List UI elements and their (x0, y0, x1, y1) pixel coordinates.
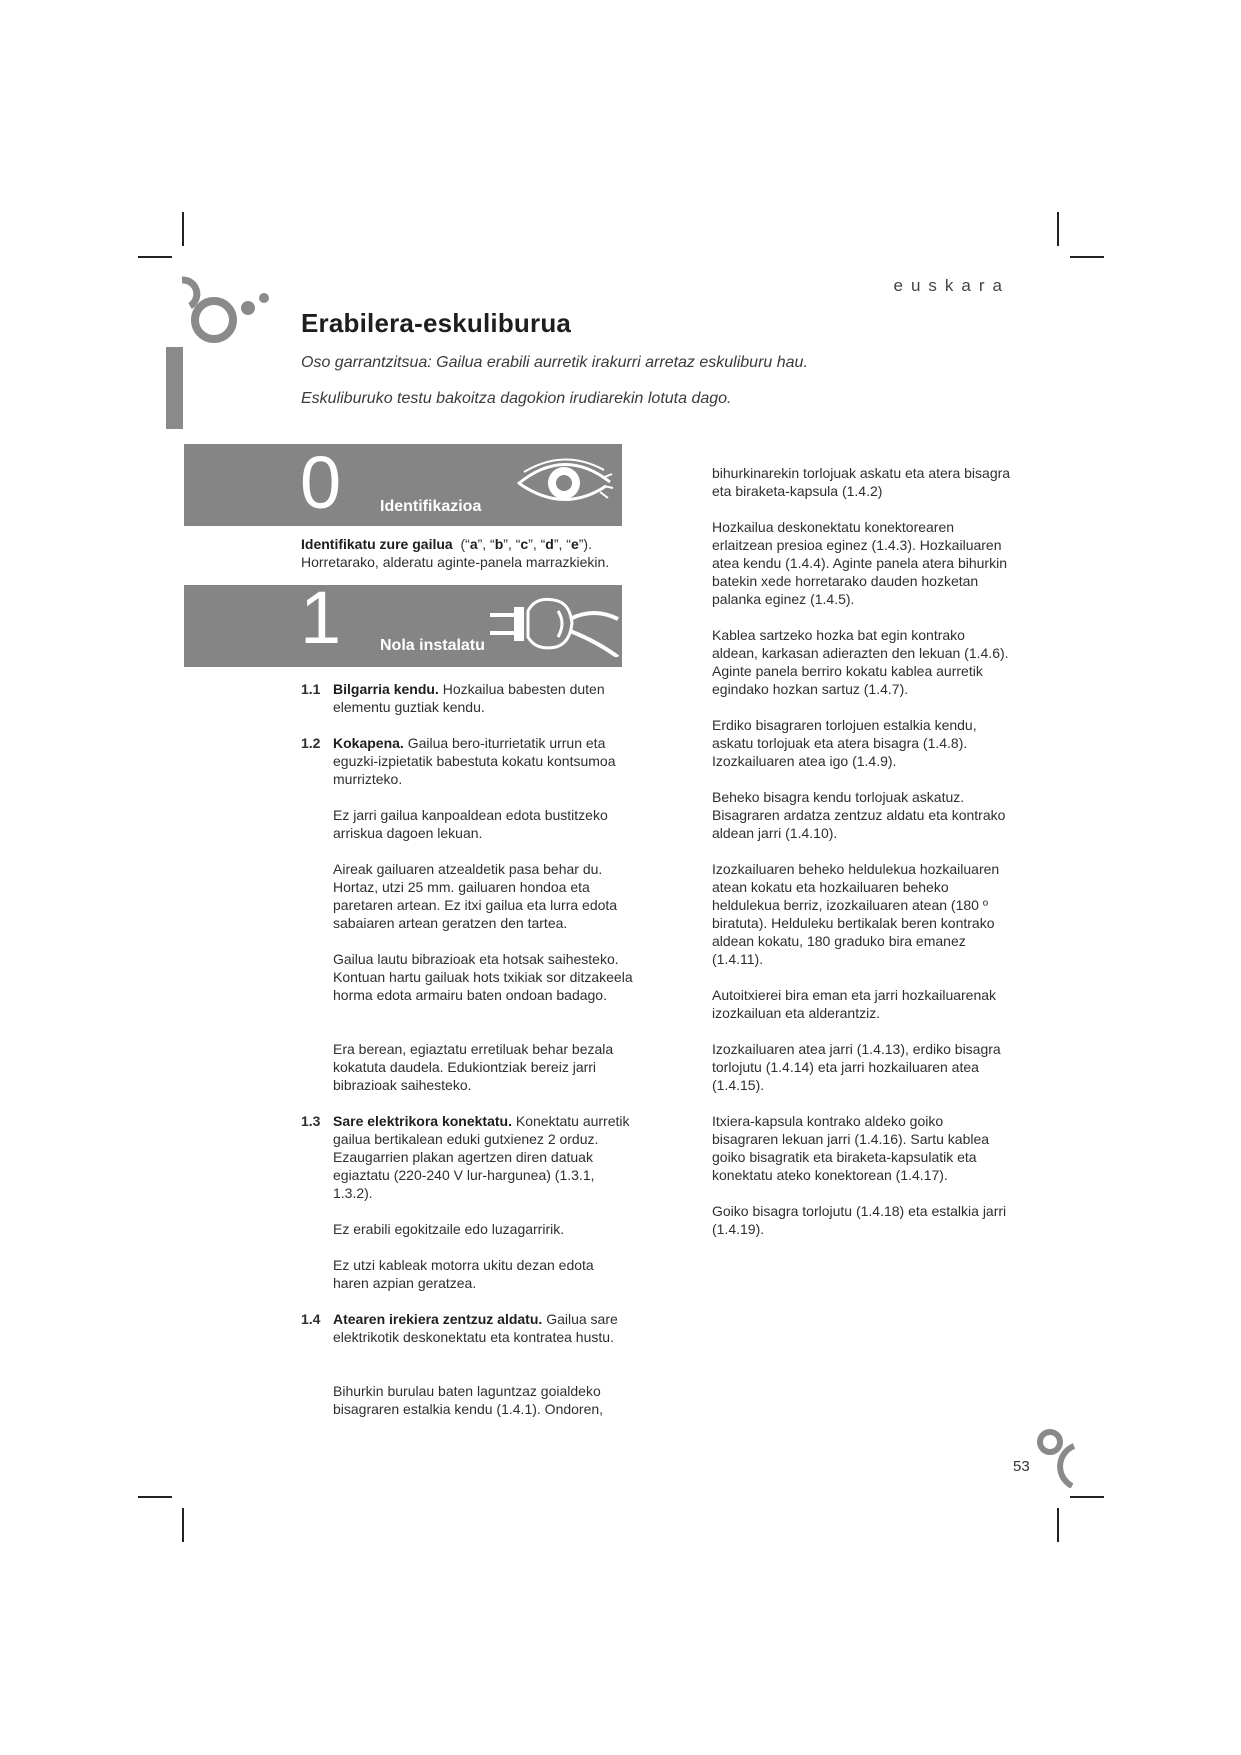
language-label: euskara (893, 276, 1010, 295)
footer-circles-icon (1036, 1422, 1082, 1488)
right-paragraph-8: Izozkailuaren atea jarri (1.4.13), erdiko bisagra torlojutu (1.4.14) eta jarri hozkailuaren atea (1.4.15). (712, 1041, 1001, 1093)
right-paragraph-1: bihurkinarekin torlojuak askatu eta atera bisagra eta biraketa-kapsula (1.4.2) (712, 465, 1011, 499)
item-number: 1.2 (301, 735, 321, 751)
page-title: Erabilera-eskuliburua (301, 308, 572, 338)
section-0-text (301, 535, 631, 571)
item-text: Ez jarri gailua kanpoaldean edota bustitzeko arriskua dagoen lekuan. (333, 807, 608, 841)
eye-icon (514, 452, 614, 512)
model-a: a (469, 536, 478, 552)
right-paragraph-3: Kablea sartzeko hozka bat egin kontrako aldean, karkasan adierazten den lekuan (1.4.6). Aginte panela berriro kokatu kablea aurretik egindako hozkan sartuz (1.4.7). (712, 627, 1009, 697)
quote-open: (“ (460, 536, 470, 552)
item-text: Era berean, egiaztatu erretiluak behar bezala kokatuta daudela. Edukiontziak bereiz jarri bibrazioak saihesteko. (333, 1041, 614, 1093)
crop-mark-bottom-right-vertical (1057, 1508, 1059, 1542)
item-text: Ez utzi kableak motorra ukitu dezan edota haren azpian geratzea. (333, 1257, 594, 1291)
crop-mark-bottom-right-horizontal (1070, 1496, 1104, 1498)
section-1-label: Nola instalatu (380, 637, 485, 654)
section-0-line-1 (301, 535, 631, 553)
subtitle-reference: Eskuliburuko testu bakoitza dagokion irudiarekin lotuta dago. (301, 390, 732, 407)
plug-icon (484, 591, 620, 657)
sep-1: ”, “ (477, 536, 495, 552)
item-text: Aireak gailuaren atzealdetik pasa behar du. Hortaz, utzi 25 mm. gailuaren hondoa eta paretaren artean. Ez itxi gailua eta lurra edota sabaiaren artean geratzen den tartea. (333, 861, 618, 931)
page-number: 53 (1013, 1458, 1030, 1475)
model-c: c (520, 536, 529, 552)
section-1-number: 1 (300, 576, 342, 659)
item-heading: Bilgarria kendu. (333, 681, 439, 697)
item-number: 1.1 (301, 681, 321, 697)
brand-circles-icon (176, 276, 276, 352)
crop-mark-top-right-vertical (1057, 212, 1059, 246)
sep-4: ”, “ (553, 536, 571, 552)
section-1-banner (184, 576, 622, 667)
identify-lead: Identifikatu zure gailua (301, 536, 453, 552)
side-accent-bar (166, 347, 183, 429)
item-text: Ez erabili egokitzaile edo luzagarririk. (333, 1221, 565, 1237)
right-paragraph-5: Beheko bisagra kendu torlojuak askatuz. Bisagraren ardatza zentzuz aldatu eta kontrako aldean jarri (1.4.10). (712, 789, 1006, 841)
quote-close: ”). (578, 536, 592, 552)
model-b: b (494, 536, 504, 552)
right-paragraph-4: Erdiko bisagraren torlojuen estalkia kendu, askatu torlojuak eta atera bisagra (1.4.8). Izozkailuaren atea igo (1.4.9). (712, 717, 977, 769)
crop-mark-top-right-horizontal (1070, 256, 1104, 258)
item-number: 1.3 (301, 1113, 321, 1129)
section-0-number: 0 (300, 441, 342, 524)
sep-2: ”, “ (503, 536, 521, 552)
crop-mark-bottom-left-horizontal (138, 1496, 172, 1498)
right-paragraph-2: Hozkailua deskonektatu konektorearen erlaitzean presioa eginez (1.4.3). Hozkailuaren atea kendu (1.4.4). Aginte panela atera bihurkin batekin xede horretarako dauden hozketan palanka eginez (1.4.5). (712, 519, 1007, 607)
right-paragraph-7: Autoitxierei bira eman eta jarri hozkailuarenak izozkailuan eta alderantziz. (712, 987, 997, 1021)
right-paragraph-10: Goiko bisagra torlojutu (1.4.18) eta estalkia jarri (1.4.19). (712, 1203, 1007, 1237)
model-e: e (570, 536, 579, 552)
right-paragraph-9: Itxiera-kapsula kontrako aldeko goiko bisagraren lekuan jarri (1.4.16). Sartu kablea goiko bisagratik eta biraketa-kapsulatik eta konektatu ateko konektorean (1.4.17). (712, 1113, 990, 1183)
section-0-label: Identifikazioa (380, 498, 482, 515)
item-heading: Kokapena. (333, 735, 404, 751)
right-paragraph-6: Izozkailuaren beheko heldulekua hozkailuaren atean kokatu eta hozkailuaren beheko heldulekua berriz, izozkailuaren atean (180 º biratuta). Helduleku bertikalak beren kontrako aldean kokatu, 180 graduko bira emanez (1.4.11). (712, 861, 1000, 967)
item-heading: Sare elektrikora konektatu. (333, 1113, 512, 1129)
section-0-line-2: Horretarako, alderatu aginte-panela marrazkiekin. (301, 554, 610, 570)
model-d: d (545, 536, 554, 552)
item-text: Gailua lautu bibrazioak eta hotsak saihesteko. Kontuan hartu gailuak hots txikiak sor ditzakeela horma edota armairu baten ondoan badago. (333, 951, 633, 1003)
section-0-banner (184, 441, 622, 526)
item-text: Konektatu aurretik gailua bertikalean eduki gutxienez 2 orduz. Ezaugarrien plakan agertzen diren datuak egiaztatu (220-240 V lur-hargunea) (1.3.1, 1.3.2). (333, 1113, 630, 1201)
sep-3: ”, “ (528, 536, 546, 552)
item-text: Hozkailua babesten duten elementu guztiak kendu. (333, 681, 605, 715)
item-text: Gailua bero-iturrietatik urrun eta eguzki-izpietatik babestuta kokatu kontsumoa murrizteko. (333, 735, 616, 787)
crop-mark-top-left-vertical (182, 212, 184, 246)
item-text: Gailua sare elektrikotik deskonektatu eta kontratea hustu. (333, 1311, 618, 1345)
subtitle-important: Oso garrantzitsua: Gailua erabili aurretik irakurri arretaz eskuliburu hau. (301, 354, 808, 371)
crop-mark-top-left-horizontal (138, 256, 172, 258)
item-text: Bihurkin burulau baten laguntzaz goialdeko bisagraren estalkia kendu (1.4.1). Ondoren, (333, 1383, 604, 1417)
item-number: 1.4 (301, 1311, 321, 1327)
crop-mark-bottom-left-vertical (182, 1508, 184, 1542)
item-heading: Atearen irekiera zentzuz aldatu. (333, 1311, 543, 1327)
